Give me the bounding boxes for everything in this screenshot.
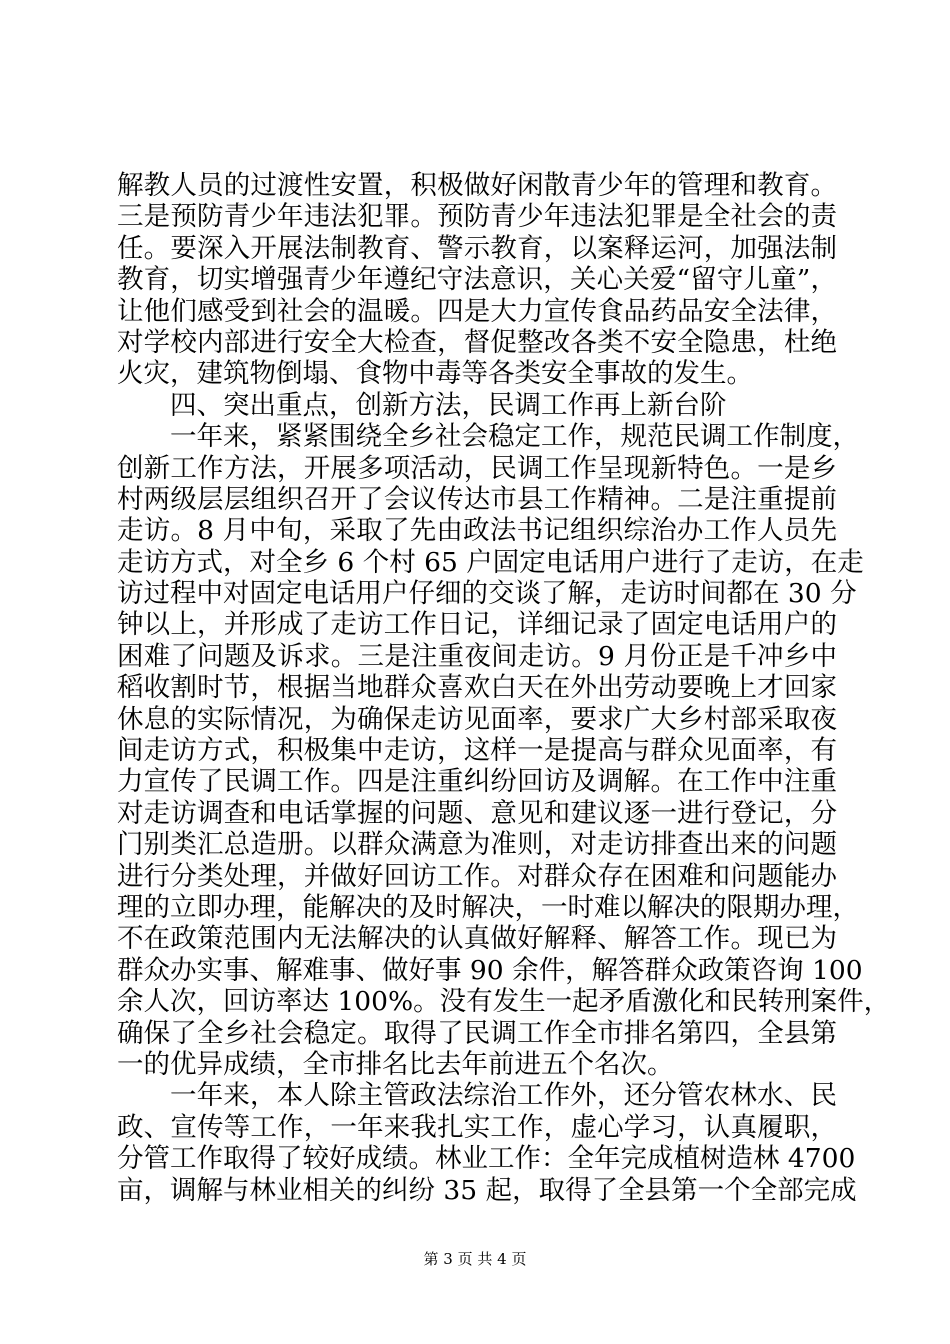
text-line: 不在政策范围内无法解决的认真做好解释、解答工作。现已为 bbox=[117, 923, 837, 955]
text-line: 走访方式，对全乡 6 个村 65 户固定电话用户进行了走访，在走 bbox=[117, 546, 864, 578]
text-line: 亩，调解与林业相关的纠纷 35 起，取得了全县第一个全部完成 bbox=[117, 1174, 857, 1206]
text-line: 走访。8 月中旬，采取了先由政法书记组织综治办工作人员先 bbox=[117, 515, 837, 547]
text-line: 确保了全乡社会稳定。取得了民调工作全市排名第四，全县第 bbox=[117, 1017, 837, 1049]
document-body bbox=[117, 170, 891, 1206]
text-line: 让他们感受到社会的温暖。四是大力宣传食品药品安全法律， bbox=[117, 295, 837, 327]
text-line: 三是预防青少年违法犯罪。预防青少年违法犯罪是全社会的责 bbox=[117, 201, 837, 233]
text-line: 间走访方式，积极集中走访，这样一是提高与群众见面率，有 bbox=[117, 735, 837, 767]
text-line: 进行分类处理，并做好回访工作。对群众存在困难和问题能办 bbox=[117, 860, 837, 892]
text-line: 解教人员的过渡性安置，积极做好闲散青少年的管理和教育。 bbox=[117, 170, 837, 201]
text-line: 一年来，本人除主管政法综治工作外，还分管农林水、民 bbox=[170, 1080, 837, 1112]
text-line: 对走访调查和电话掌握的问题、意见和建议逐一进行登记，分 bbox=[117, 797, 837, 829]
text-line: 休息的实际情况，为确保走访见面率，要求广大乡村部采取夜 bbox=[117, 703, 837, 735]
text-line: 困难了问题及诉求。三是注重夜间走访。9 月份正是千冲乡中 bbox=[117, 640, 837, 672]
text-line: 门别类汇总造册。以群众满意为准则，对走访排查出来的问题 bbox=[117, 829, 837, 861]
text-line: 对学校内部进行安全大检查，督促整改各类不安全隐患，杜绝 bbox=[117, 326, 837, 358]
text-line: 火灾，建筑物倒塌、食物中毒等各类安全事故的发生。 bbox=[117, 358, 753, 390]
text-line: 钟以上，并形成了走访工作日记，详细记录了固定电话用户的 bbox=[117, 609, 837, 641]
text-line: 村两级层层组织召开了会议传达市县工作精神。二是注重提前 bbox=[117, 483, 837, 515]
text-line: 力宣传了民调工作。四是注重纠纷回访及调解。在工作中注重 bbox=[117, 766, 837, 798]
text-line: 一的优异成绩，全市排名比去年前进五个名次。 bbox=[117, 1048, 674, 1080]
text-line: 分管工作取得了较好成绩。林业工作：全年完成植树造林 4700 bbox=[117, 1143, 856, 1175]
text-line: 理的立即办理，能解决的及时解决，一时难以解决的限期办理， bbox=[117, 891, 859, 923]
text-line: 四、突出重点，创新方法，民调工作再上新台阶 bbox=[170, 389, 727, 421]
text-line: 一年来，紧紧围绕全乡社会稳定工作，规范民调工作制度， bbox=[170, 421, 859, 453]
page-footer: 第 3 页 共 4 页 bbox=[423, 1250, 527, 1268]
text-line: 群众办实事、解难事、做好事 90 余件，解答群众政策咨询 100 bbox=[117, 954, 863, 986]
text-line: 任。要深入开展法制教育、警示教育，以案释运河，加强法制 bbox=[117, 232, 837, 264]
text-line: 访过程中对固定电话用户仔细的交谈了解，走访时间都在 30 分 bbox=[117, 578, 857, 610]
text-line: 稻收割时节，根据当地群众喜欢白天在外出劳动要晚上才回家 bbox=[117, 672, 837, 704]
text-line: 余人次，回访率达 100%。没有发生一起矛盾激化和民转刑案件， bbox=[117, 986, 891, 1018]
text-line: 创新工作方法，开展多项活动，民调工作呈现新特色。一是乡 bbox=[117, 452, 837, 484]
text-line: 政、宣传等工作，一年来我扎实工作，虚心学习，认真履职， bbox=[117, 1111, 837, 1143]
text-line: 教育，切实增强青少年遵纪守法意识，关心关爱“留守儿童”， bbox=[117, 264, 837, 296]
